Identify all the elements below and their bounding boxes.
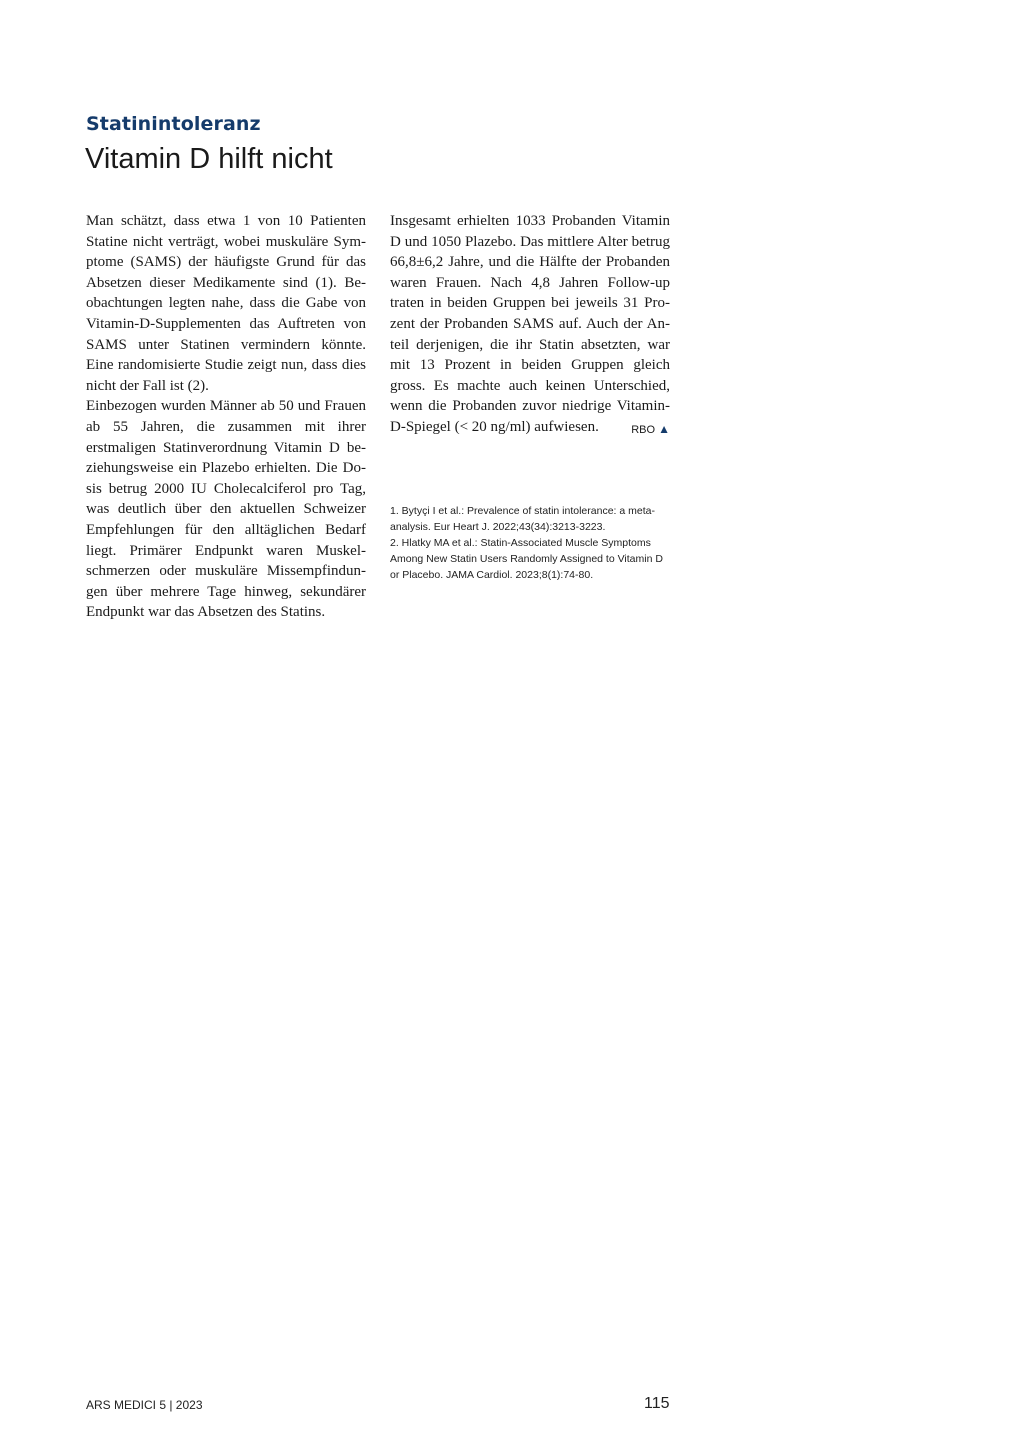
page-number: 115 bbox=[644, 1395, 670, 1412]
body-paragraph-3 bbox=[390, 211, 670, 438]
end-triangle-icon: ▲ bbox=[658, 421, 670, 436]
body-column-left bbox=[86, 211, 366, 623]
body-paragraph-3-text: Insgesamt erhielten 1033 Probanden Vitamin D und 1050 Plazebo. Das mittlere Alter betrug 66,8±6,2 Jahre, und die Hälfte der Probanden waren Frauen. Nach 4,8 Jahren Follow-up traten in beiden Gruppen bei jeweils 31 Prozent der Probanden SAMS auf. Auch der Anteil derjenigen, die ihr Statin absetzten, war mit 13 Prozent in beiden Gruppen gleich gross. Es machte auch keinen Unterschied, wenn die Probanden zuvor niedrige Vitamin-D-Spiegel (< 20 ng/ml) aufwiesen. bbox=[390, 213, 670, 435]
reference-item: 2. Hlatky MA et al.: Statin-Associated Muscle Symptoms Among New Statin Users Randomly Assigned to Vitamin D or Placebo. JAMA Cardiol. 2023;8(1):74-80. bbox=[390, 537, 663, 581]
reference-item: 1. Bytyçi I et al.: Prevalence of statin intolerance: a meta-analysis. Eur Heart J. 2022;43(34):3213-3223. bbox=[390, 505, 655, 533]
journal-issue: ARS MEDICI 5 | 2023 bbox=[86, 1398, 203, 1412]
body-paragraph-1: Man schätzt, dass etwa 1 von 10 Patienten Statine nicht verträgt, wobei muskuläre Symptome (SAMS) der häufigste Grund für das Absetzen dieser Medikamente sind (1). Beobachtungen legten nahe, dass die Gabe von Vitamin-D-Supplementen das Auftreten von SAMS unter Statinen vermindern könnte. Eine randomisierte Studie zeigt nun, dass dies nicht der Fall ist (2). bbox=[86, 213, 366, 394]
body-column-right bbox=[390, 211, 670, 441]
author-initials: RBO bbox=[631, 423, 656, 436]
author-tag bbox=[631, 419, 670, 441]
body-paragraph-2: Einbezogen wurden Männer ab 50 und Frauen ab 55 Jahren, die zusammen mit ihrer erstmaligen Statinverordnung Vitamin D beziehungsweise ein Plazebo erhielten. Die Dosis betrug 2000 IU Cholecalciferol pro Tag, was deutlich über den aktuellen Schweizer Empfehlungen für den alltäglichen Bedarf liegt. Primärer Endpunkt waren Muskelschmerzen oder muskuläre Missempfindungen über mehrere Tage hinweg, sekundärer Endpunkt war das Absetzen des Statins. bbox=[86, 398, 366, 621]
article-title: Vitamin D hilft nicht bbox=[85, 143, 333, 175]
references bbox=[390, 503, 672, 583]
article-kicker: Statinintoleranz bbox=[86, 113, 261, 135]
